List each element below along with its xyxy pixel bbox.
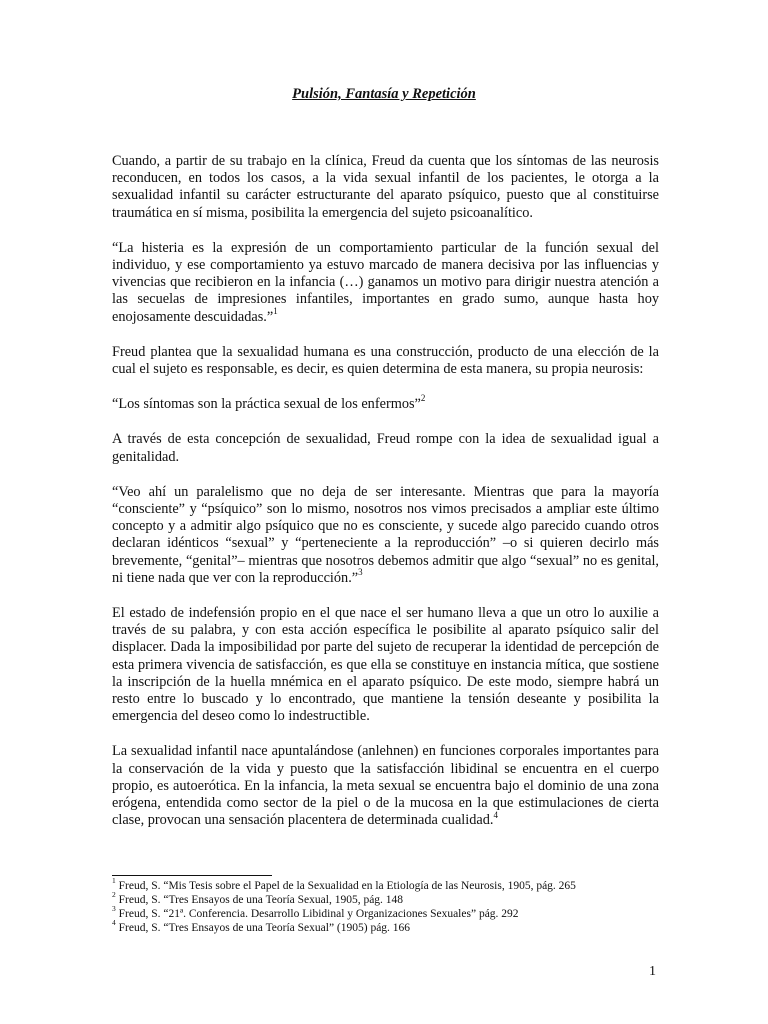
footnote	[112, 890, 672, 907]
footnote-separator	[112, 875, 272, 876]
footnote-text: Freud, S. “Tres Ensayos de una Teoría Sexual, 1905, pág. 148	[118, 894, 404, 906]
paragraph-text: “Los síntomas son la práctica sexual de los enfermos”	[112, 396, 421, 413]
footnote	[112, 904, 672, 921]
footnote	[112, 918, 672, 935]
footnote-number: 3	[112, 904, 116, 914]
footnotes	[112, 876, 672, 935]
paragraph-text: “Veo ahí un paralelismo que no deja de ser interesante. Mientras que para la mayoría “consciente” y “psíquico” son lo mismo, nosotros nos vimos precisados a ampliar este último concepto y a admitir algo psíquico que no es consciente, y sucede algo parecido cuando otros declaran idénticos “sexual” y “perteneciente a la reproducción” –o si quieren decirlo más brevemente, “genital”– mientras que nosotros debemos admitir que algo “sexual” no es genital, ni tiene nada que ver con la reproducción.”	[112, 483, 659, 586]
quote-paragraph	[112, 393, 659, 413]
footnote-reference: 3	[358, 567, 363, 578]
footnote-number: 4	[112, 918, 116, 928]
paragraph-text: A través de esta concepción de sexualidad, Freud rompe con la idea de sexualidad igual a genitalidad.	[112, 431, 659, 465]
footnote-number: 2	[112, 890, 116, 900]
quote-paragraph	[112, 484, 659, 587]
document-body	[112, 153, 659, 848]
footnote-reference: 2	[420, 393, 426, 404]
paragraph	[112, 431, 659, 465]
paragraph	[112, 743, 659, 829]
paragraph	[112, 605, 659, 725]
document-title: Pulsión, Fantasía y Repetición	[292, 86, 476, 102]
page-number: 1	[649, 964, 656, 979]
footnote	[112, 876, 672, 893]
footnote-reference: 1	[273, 305, 278, 316]
paragraph-text: Cuando, a partir de su trabajo en la clínica, Freud da cuenta que los síntomas de las neurosis reconducen, en todos los casos, a la vida sexual infantil de los pacientes, le otorga a la sexualidad infantil su carácter estructurante del aparato psíquico, puesto que al constituirse traumática en sí misma, posibilita la emergencia del sujeto psicoanalítico.	[112, 153, 659, 221]
paragraph-text: La sexualidad infantil nace apuntalándose (anlehnen) en funciones corporales importantes para la conservación de la vida y puesto que la satisfacción libidinal se encuentra en el cuerpo propio, es autoerótica. En la infancia, la meta sexual se encuentra bajo el dominio de una zona erógena, entendida como sector de la piel o de la mucosa en la que estimulaciones de cierta clase, provocan una sensación placentera de determinada cualidad.	[112, 743, 659, 829]
footnote-text: Freud, S. “21ª. Conferencia. Desarrollo Libidinal y Organizaciones Sexuales” pág. 292	[118, 908, 519, 920]
paragraph	[112, 344, 659, 378]
paragraph-text: El estado de indefensión propio en el que nace el ser humano lleva a que un otro lo auxilie a través de su palabra, y con esta acción específica le posibilite al aparato psíquico salir del displacer. Dada la imposibilidad por parte del sujeto de recuperar la identidad de percepción de esta primera vivencia de satisfacción, es que ella se constituye en instancia mítica, que sostiene la inscripción de la huella mnémica en el aparato psíquico. De este modo, siempre habrá un resto entre lo buscado y lo encontrado, que mantiene la tensión deseante y posibilita la emergencia del deseo como lo indestructible.	[112, 605, 659, 725]
footnote-reference: 4	[493, 809, 498, 820]
footnote-text: Freud, S. “Mis Tesis sobre el Papel de la Sexualidad en la Etiología de las Neurosis, 1905, pág. 265	[118, 880, 576, 892]
paragraph	[112, 153, 659, 222]
quote-paragraph	[112, 240, 659, 326]
footnote-text: Freud, S. “Tres Ensayos de una Teoría Sexual” (1905) pág. 166	[118, 922, 411, 934]
paragraph-text: “La histeria es la expresión de un comportamiento particular de la función sexual del individuo, y ese comportamiento ya estuvo marcado de manera decisiva por las influencias y vivencias que recibieron en la infancia (…) ganamos un motivo para dirigir nuestra atención a las secuelas de impresiones infantiles, importantes en grado sumo, aunque hasta hoy enojosamente descuidadas.”	[112, 239, 659, 325]
paragraph-text: Freud plantea que la sexualidad humana es una construcción, producto de una elección de la cual el sujeto es responsable, es decir, es quien determina de esta manera, su propia neurosis:	[112, 343, 659, 378]
footnote-number: 1	[112, 876, 116, 886]
